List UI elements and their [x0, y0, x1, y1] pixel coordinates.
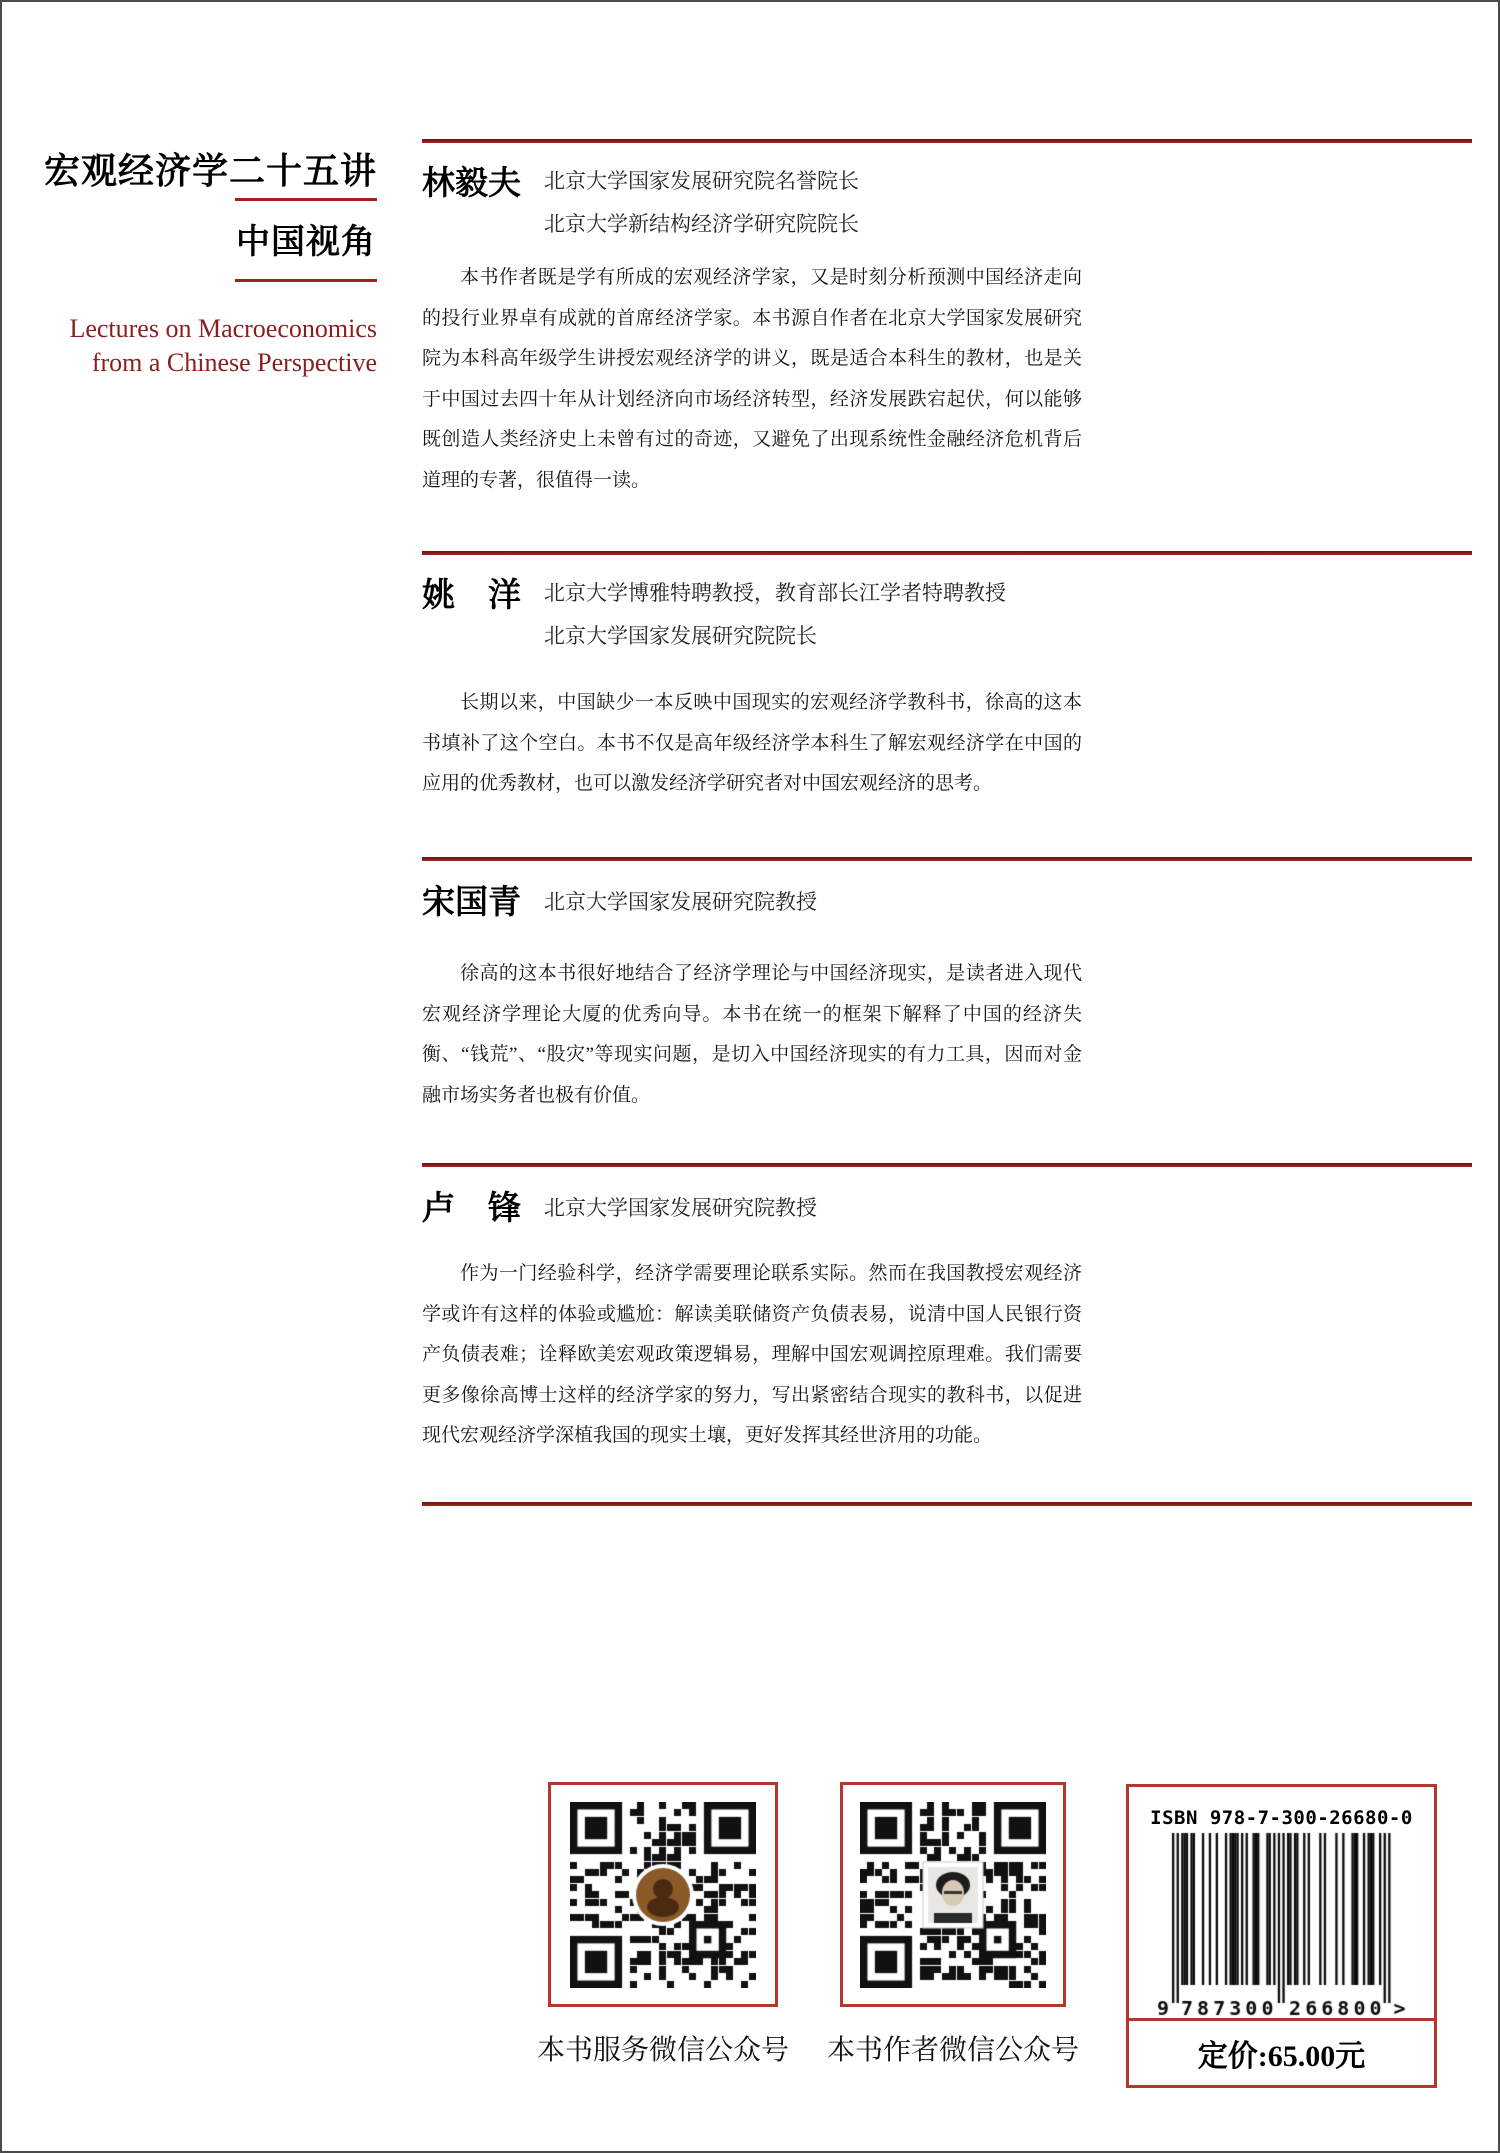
section-rule — [422, 1502, 1472, 1506]
qr-author-caption: 本书作者微信公众号 — [826, 2034, 1079, 2065]
endorser-affiliation: 北京大学国家发展研究院名誉院长 — [544, 169, 859, 193]
price-label: 定价:65.00元 — [1197, 2040, 1366, 2073]
endorser-affiliation: 北京大学博雅特聘教授，教育部长江学者特聘教授 — [544, 581, 1006, 605]
book-subtitle: 中国视角 — [235, 198, 377, 282]
endorser-name: 卢 锋 — [422, 1189, 521, 1226]
section-rule — [422, 1163, 1472, 1167]
isbn-box — [1126, 1784, 1437, 2088]
book-title: 宏观经济学二十五讲 — [43, 150, 377, 191]
endorser-affiliation: 北京大学国家发展研究院院长 — [544, 624, 817, 648]
endorser-affiliation: 北京大学国家发展研究院教授 — [544, 1196, 817, 1220]
qr-code-author-icon — [860, 1802, 1046, 1988]
section-rule — [422, 857, 1472, 861]
price-divider — [1129, 2018, 1434, 2021]
endorsement-quote: 本书作者既是学有所成的宏观经济学家，又是时刻分析预测中国经济走向的投行业界卓有成就的首席经济学家。本书源自作者在北京大学国家发展研究院为本科高年级学生讲授宏观经济学的讲义，既是适合本科生的教材，也是关于中国过去四十年从计划经济向市场经济转型，经济发展跌宕起伏，何以能够既创造人类经济史上未曾有过的奇迹，又避免了出现系统性金融经济危机背后道理的专著，很值得一读。 — [422, 267, 1082, 491]
subtitle-english-line1: Lectures on Macroeconomics — [69, 314, 377, 343]
subtitle-english-line2: from a Chinese Perspective — [91, 348, 377, 377]
qr-author-box — [840, 1782, 1066, 2007]
endorsement-quote: 长期以来，中国缺少一本反映中国现实的宏观经济学教科书，徐高的这本书填补了这个空白。本书不仅是高年级经济学本科生了解宏观经济学在中国的应用的优秀教材，也可以激发经济学研究者对中国宏观经济的思考。 — [422, 692, 1082, 794]
barcode-icon — [1156, 1829, 1408, 2019]
endorsement-quote: 作为一门经验科学，经济学需要理论联系实际。然而在我国教授宏观经济学或许有这样的体验或尴尬：解读美联储资产负债表易，说清中国人民银行资产负债表难；诠释欧美宏观政策逻辑易，理解中国宏观调控原理难。我们需要更多像徐高博士这样的经济学家的努力，写出紧密结合现实的教科书，以促进现代宏观经济学深植我国的现实土壤，更好发挥其经世济用的功能。 — [422, 1263, 1082, 1446]
book-subtitle-english — [27, 312, 377, 380]
endorser-name: 宋国青 — [422, 883, 521, 920]
qr-service-caption: 本书服务微信公众号 — [536, 2034, 789, 2065]
endorser-affiliation: 北京大学新结构经济学研究院院长 — [544, 212, 859, 236]
section-rule — [422, 551, 1472, 555]
endorser-name: 林毅夫 — [422, 164, 521, 201]
endorsement-quote: 徐高的这本书很好地结合了经济学理论与中国经济现实，是读者进入现代宏观经济学理论大厦的优秀向导。本书在统一的框架下解释了中国的经济失衡、“钱荒”、“股灾”等现实问题，是切入中国经济现实的有力工具，因而对金融市场实务者也极有价值。 — [422, 963, 1082, 1106]
qr-service-box — [548, 1782, 778, 2007]
isbn-label: ISBN 978-7-300-26680-0 — [1150, 1807, 1413, 1829]
section-rule — [422, 139, 1472, 143]
barcode-area — [1129, 1829, 1434, 2024]
endorser-name: 姚 洋 — [422, 576, 521, 613]
endorser-affiliation: 北京大学国家发展研究院教授 — [544, 890, 817, 914]
qr-code-service-icon — [570, 1802, 756, 1988]
